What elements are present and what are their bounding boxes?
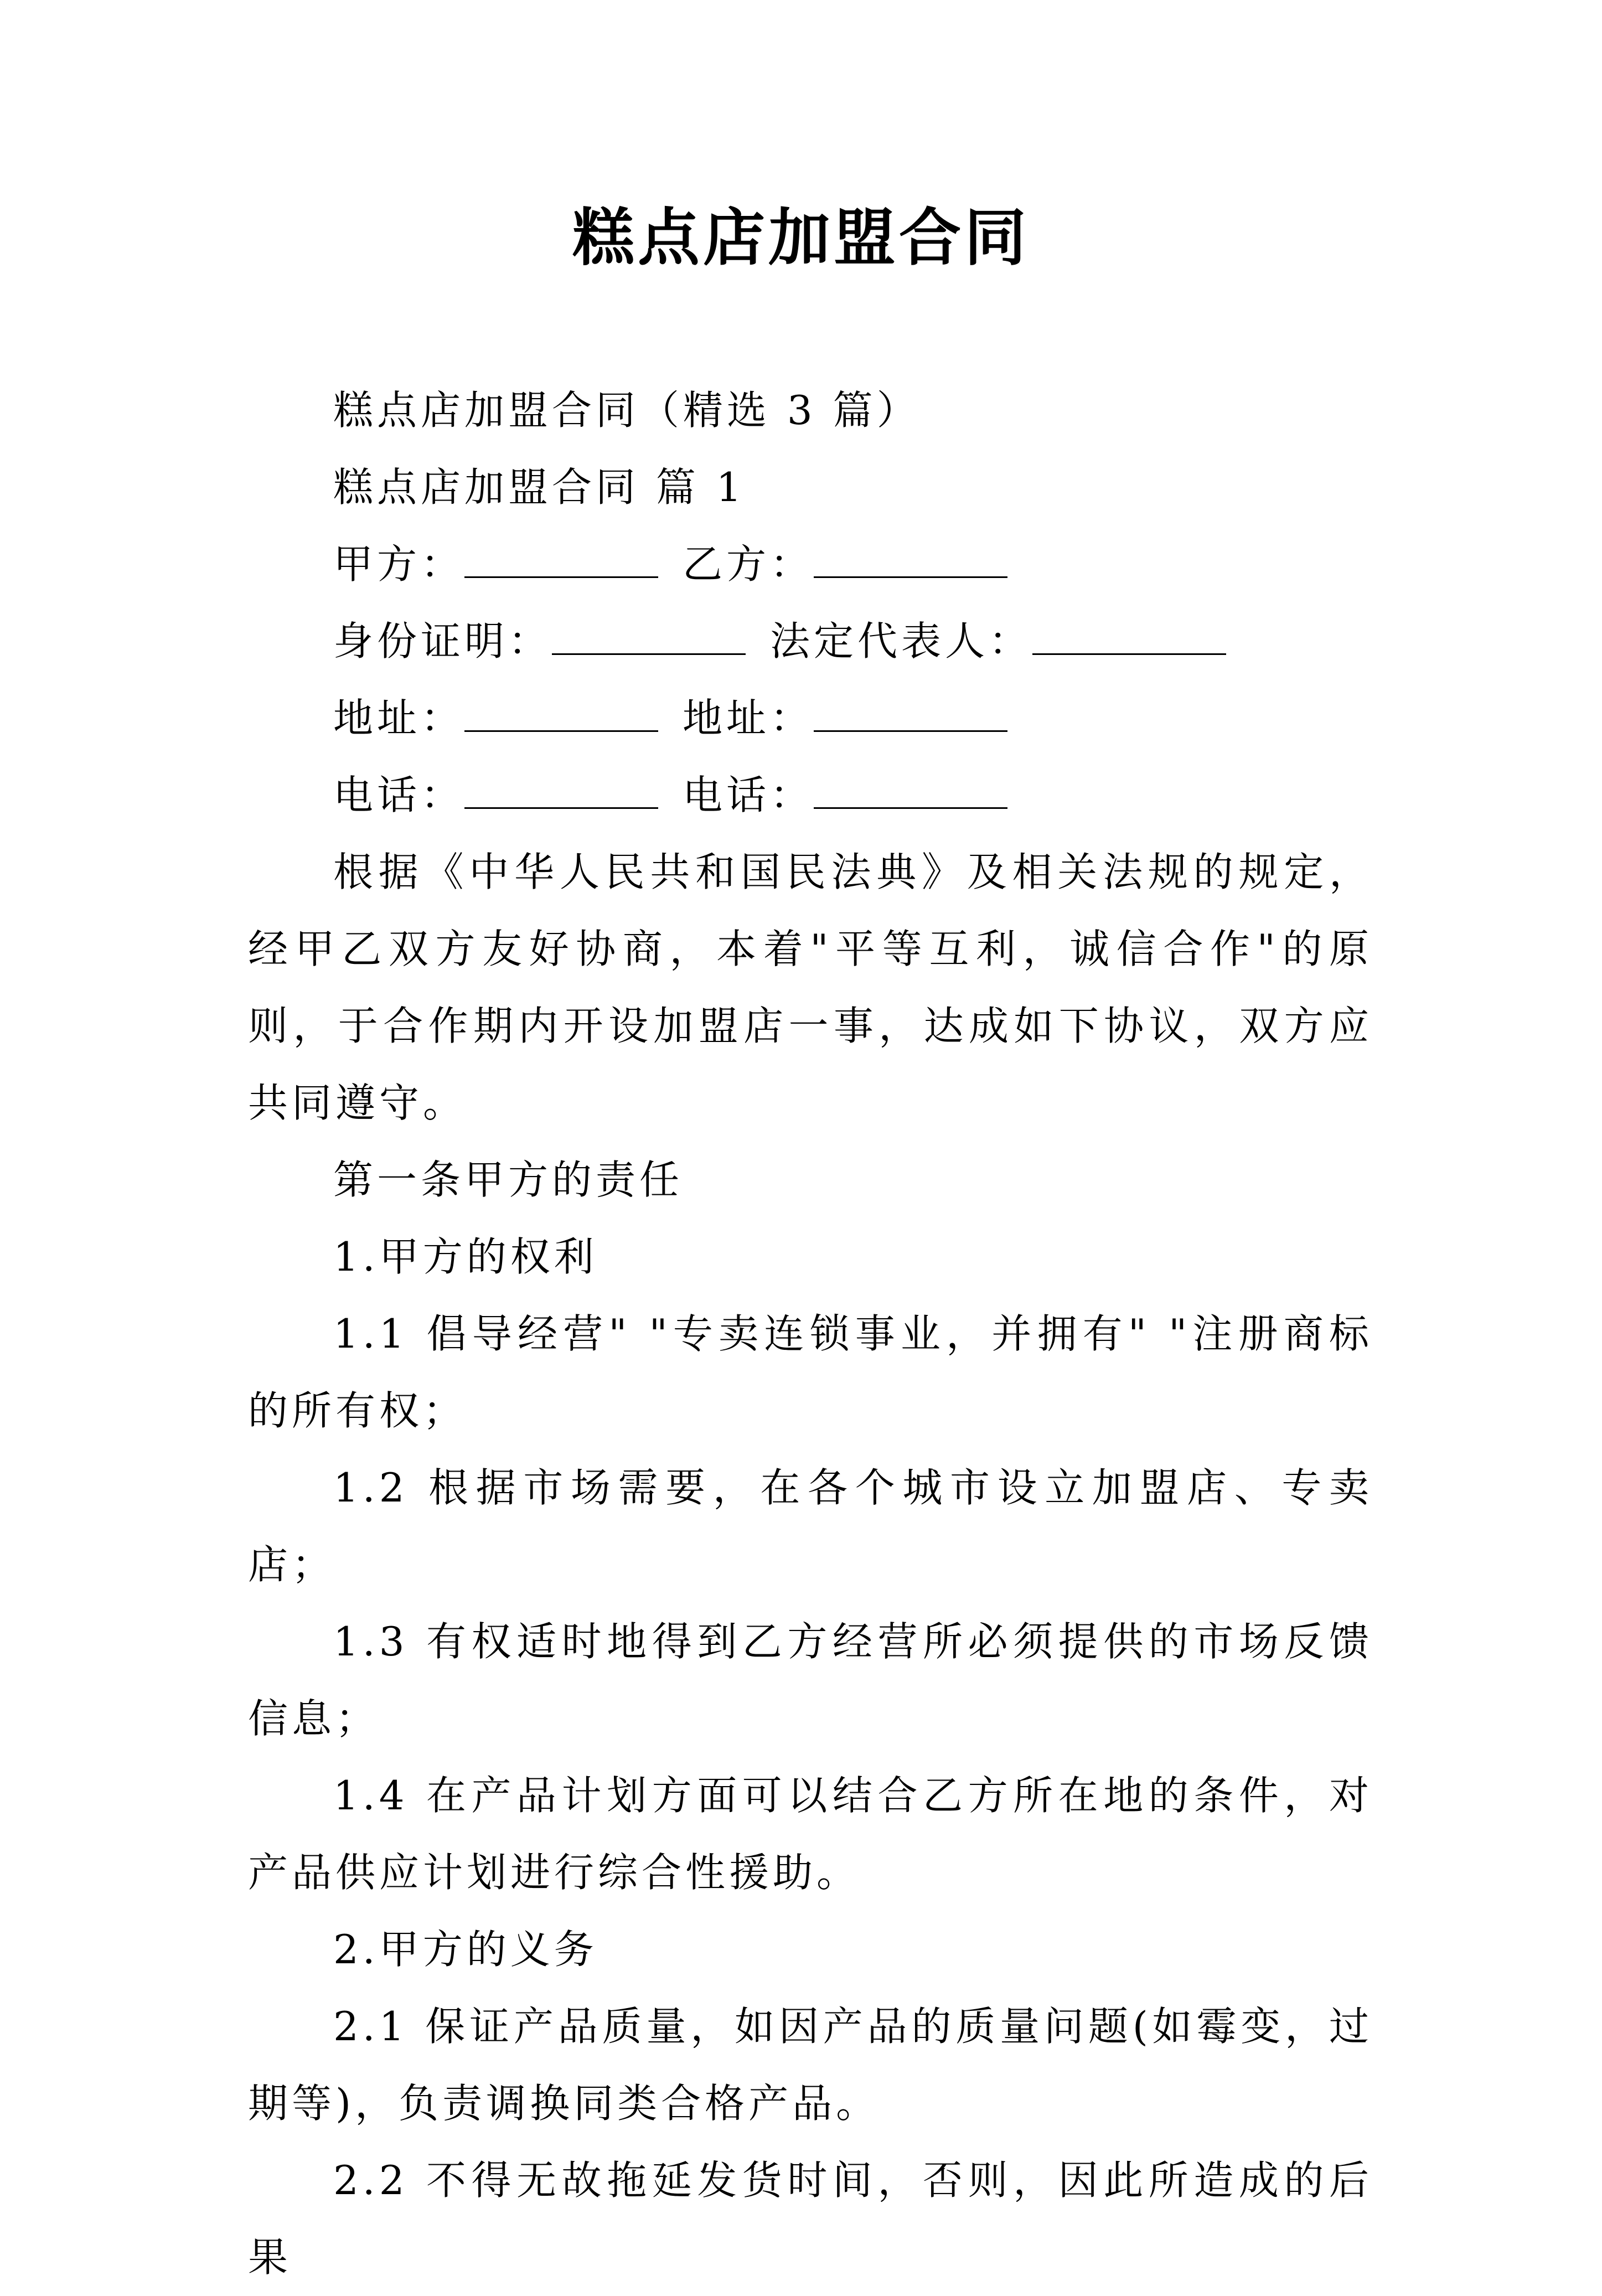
party-row: [248, 526, 1373, 603]
address-a-label: 地址：: [333, 695, 465, 741]
party-b-label: 乙方：: [683, 541, 814, 587]
paragraph: 根据《中华人民共和国民法典》及相关法规的规定，经甲乙双方友好协商，本着"平等互利，诚信合作"的原则，于合作期内开设加盟店一事，达成如下协议，双方应共同遵守。: [248, 849, 1373, 1126]
party-a-blank: [464, 543, 658, 578]
phone-row: [248, 757, 1373, 834]
address-b-label: 地址：: [683, 695, 814, 741]
legal-rep-blank: [1032, 620, 1226, 655]
paragraph: 1.甲方的权利: [333, 1234, 598, 1280]
paragraph: 1.1 倡导经营" "专卖连锁事业，并拥有" "注册商标的所有权；: [248, 1310, 1373, 1434]
paragraph: 1.3 有权适时地得到乙方经营所必须提供的市场反馈信息；: [248, 1618, 1373, 1742]
phone-b-label: 电话：: [683, 772, 814, 818]
paragraph: 第一条甲方的责任: [333, 1157, 684, 1203]
id-blank: [552, 620, 746, 655]
legal-rep-label: 法定代表人：: [770, 618, 1033, 664]
section-heading: 糕点店加盟合同 篇 1: [333, 464, 746, 510]
address-b-blank: [814, 697, 1007, 732]
party-a-label: 甲方：: [333, 541, 465, 587]
phone-a-label: 电话：: [333, 772, 465, 818]
subtitle: 糕点店加盟合同（精选 3 篇）: [333, 387, 921, 434]
paragraph: 2.甲方的义务: [333, 1926, 598, 1973]
paragraph: 2.2 不得无故拖延发货时间，否则，因此所造成的后果: [248, 2157, 1373, 2280]
address-row: [248, 680, 1373, 757]
phone-a-blank: [464, 774, 658, 809]
paragraph: 1.4 在产品计划方面可以结合乙方所在地的条件，对产品供应计划进行综合性援助。: [248, 1772, 1373, 1896]
address-a-blank: [464, 697, 658, 732]
id-label: 身份证明：: [333, 618, 552, 664]
phone-b-blank: [814, 774, 1007, 809]
paragraph: 1.2 根据市场需要，在各个城市设立加盟店、专卖店；: [248, 1464, 1373, 1588]
document-body: [248, 372, 1373, 2296]
party-b-blank: [814, 543, 1007, 578]
document-title: 糕点店加盟合同: [572, 202, 1030, 274]
id-row: [248, 603, 1373, 680]
paragraph: 2.1 保证产品质量，如因产品的质量问题(如霉变，过期等)，负责调换同类合格产品。: [248, 2003, 1373, 2127]
